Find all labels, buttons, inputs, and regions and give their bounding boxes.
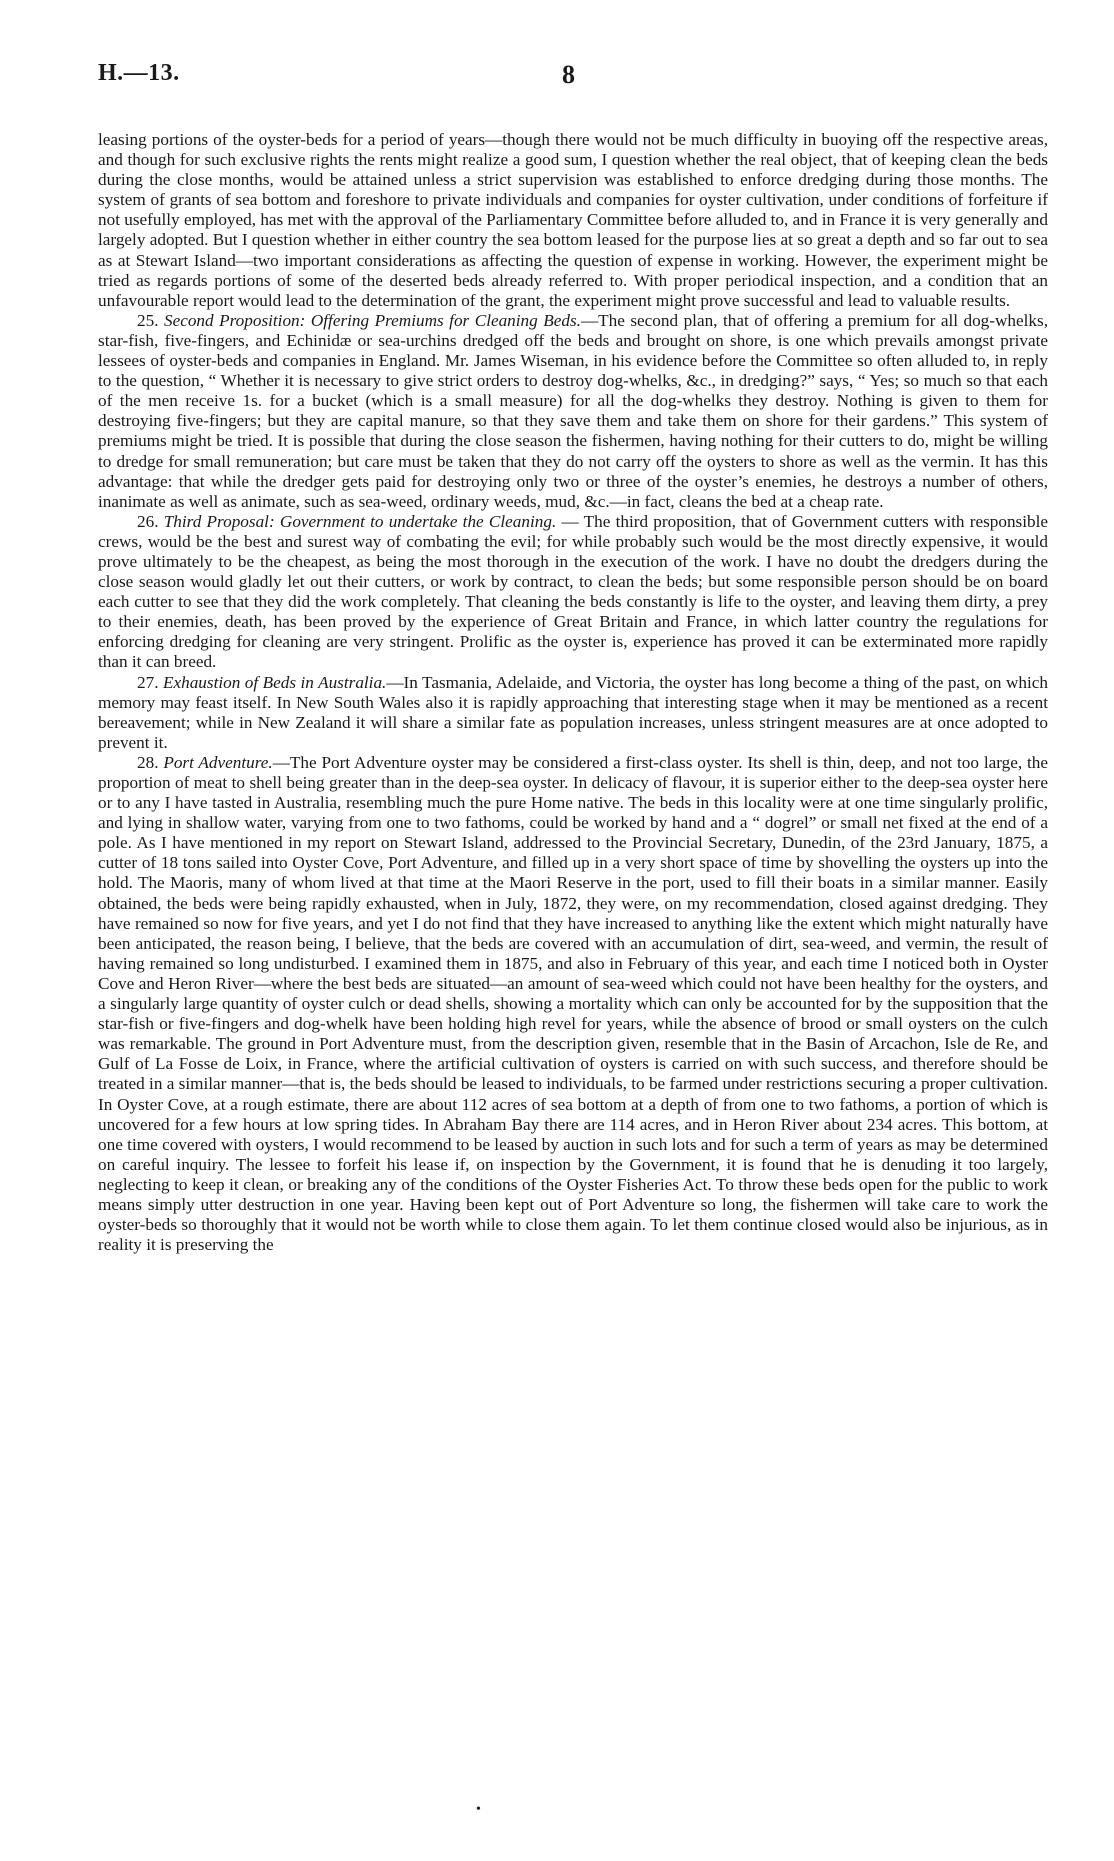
document-page — [98, 60, 1048, 1255]
document-reference: H.—13. — [98, 60, 180, 86]
paragraph-26 — [98, 512, 1048, 673]
page-header — [98, 60, 1048, 100]
paragraph-continuation — [98, 130, 1048, 311]
paragraph-25 — [98, 311, 1048, 512]
paragraph-number: 28. — [137, 752, 159, 772]
page-number: 8 — [562, 60, 575, 89]
paragraph-number: 26. — [137, 511, 159, 531]
paragraph-28 — [98, 753, 1048, 1255]
paragraph-number: 27. — [137, 672, 159, 692]
paragraph-heading: Port Adventure. — [163, 752, 273, 772]
paragraph-text: —The Port Adventure oyster may be considered a first-class oyster. Its shell is thin, deep, and not too large, the proportion of meat to shell being greater than in the deep-sea oyster. In delicacy of flavour, it is superior either to the deep-sea oyster here or to any I have tasted in Australia, resembling much the pure Home native. The beds in this locality were at one time singularly prolific, and lying in shallow water, varying from one to two fathoms, could be worked by hand and a “ dogrel” or small net fixed at the end of a pole. As I have mentioned in my report on Stewart Island, addressed to the Provincial Secretary, Dunedin, of the 23rd January, 1875, a cutter of 18 tons sailed into Oyster Cove, Port Adventure, and filled up in a very short space of time by shovelling the oysters up into the hold. The Maoris, many of whom lived at that time at the Maori Reserve in the port, used to fill their boats in a similar manner. Easily obtained, the beds were being rapidly exhausted, when in July, 1872, they were, on my recommendation, closed against dredging. They have remained so now for five years, and yet I do not find that they have increased to anything like the extent which might naturally have been anticipated, the reason being, I believe, that the beds are covered with an accumulation of dirt, sea-weed, and vermin, the result of having remained so long undisturbed. I examined them in 1875, and also in February of this year, and each time I noticed both in Oyster Cove and Heron River—where the best beds are situated—an amount of sea-weed which could not have been healthy for the oysters, and a singularly large quantity of oyster culch or dead shells, showing a mortality which can only be accounted for by the supposition that the star-fish or five-fingers and dog-whelk have been holding high revel for years, while the absence of brood or small oysters on the culch was remarkable. The ground in Port Adventure must, from the description given, resemble that in the Basin of Arcachon, Isle de Re, and Gulf of La Fosse de Loix, in France, where the artificial cultivation of oysters is carried on with such success, and therefore should be treated in a similar manner—that is, the beds should be leased to individuals, to be farmed under restrictions securing a proper cultivation. In Oyster Cove, at a rough estimate, there are about 112 acres of sea bottom at a depth of from one to two fathoms, a portion of which is uncovered for a few hours at low spring tides. In Abraham Bay there are 114 acres, and in Heron River about 234 acres. This bottom, at one time covered with oysters, I would recommend to be leased by auction in such lots and for such a term of years as may be determined on careful inquiry. The lessee to forfeit his lease if, on inspection by the Government, it is found that he is denuding it too largely, neglecting to keep it clean, or breaking any of the conditions of the Oyster Fisheries Act. To throw these beds open for the public to work means simply utter destruction in one year. Having been kept out of Port Adventure so long, the fishermen will take care to work the oyster-beds so thoroughly that it would not be worth while to close them again. To let them continue closed would also be injurious, as in reality it is preserving the — [98, 752, 1049, 1255]
paragraph-27 — [98, 673, 1048, 753]
paragraph-text: —In Tasmania, Adelaide, and Victoria, the oyster has long become a thing of the past, on which memory may feast itself. In New South Wales also it is rapidly approaching that interesting stage when it may be mentioned as a recent bereavement; while in New Zealand it will share a similar fate as population increases, unless stringent measures are at once adopted to prevent it. — [98, 672, 1049, 752]
paragraph-heading: Third Proposal: Government to undertake the Cleaning. — [163, 511, 557, 531]
paragraph-text: — The third proposition, that of Government cutters with responsible crews, would be the best and surest way of combating the evil; for while probably such would be the most directly expensive, it would prove ultimately to be the cheapest, as being the most thorough in the execution of the work. I have no doubt the dredgers during the close season would gladly let out their cutters, or work by contract, to clean the beds; but some responsible person should be on board each cutter to see that they did the work completely. That cleaning the beds constantly is life to the oyster, and leaving them dirty, a prey to their enemies, death, has been proved by the experience of Great Britain and France, in which latter country the regulations for enforcing dredging for cleaning are very stringent. Prolific as the oyster is, experience has proved it can be exterminated more rapidly than it can breed. — [98, 511, 1048, 672]
paragraph-number: 25. — [137, 310, 159, 330]
paragraph-heading: Exhaustion of Beds in Australia. — [162, 672, 387, 692]
paragraph-text: leasing portions of the oyster-beds for a period of years—though there would not be much difficulty in buoying off the respective areas, and though for such exclusive rights the rents might realize a good sum, I question whether the real object, that of keeping clean the beds during the close months, would be attained unless a strict supervision was established to enforce dredging during those months. The system of grants of sea bottom and foreshore to private individuals and companies for oyster cultivation, under conditions of forfeiture if not usefully employed, has met with the approval of the Parliamentary Committee before alluded to, and in France it is very generally and largely adopted. But I question whether in either country the sea bottom leased for the purpose lies at so great a depth and so far out to sea as at Stewart Island—two important considerations as affecting the question of expense in working. However, the experiment might be tried as regards portions of some of the deserted beds already referred to. With proper periodical inspection, and a condition that an unfavourable report would lead to the determination of the grant, the experiment might prove successful and lead to valuable results. — [98, 130, 1048, 310]
paragraph-heading: Second Proposition: Offering Premiums for Cleaning Beds. — [163, 310, 581, 330]
paragraph-text: —The second plan, that of offering a premium for all dog-whelks, star-fish, five-fingers, and Echinidæ or sea-urchins dredged off the beds and brought on shore, is one which prevails amongst private lessees of oyster-beds and companies in England. Mr. James Wiseman, in his evidence before the Committee so often alluded to, in reply to the question, “ Whether it is necessary to give strict orders to destroy dog-whelks, &c., in dredging?” says, “ Yes; so much so that each of the men receive 1s. for a bucket (which is a small measure) for all the dog-whelks they destroy. Nothing is given to them for destroying five-fingers; but they are capital manure, so that they save them and take them on shore for their gardens.” This system of premiums might be tried. It is possible that during the close season the fishermen, having nothing for their cutters to do, might be willing to dredge for small remuneration; but care must be taken that they do not carry off the oysters to shore as well as the vermin. It has this advantage: that while the dredger gets paid for destroying only two or three of the oyster’s enemies, he destroys a number of others, inanimate as well as animate, such as sea-weed, ordinary weeds, mud, &c.—in fact, cleans the bed at a cheap rate. — [98, 310, 1048, 511]
footer-mark: • — [476, 1802, 481, 1817]
document-body — [98, 130, 1048, 1255]
